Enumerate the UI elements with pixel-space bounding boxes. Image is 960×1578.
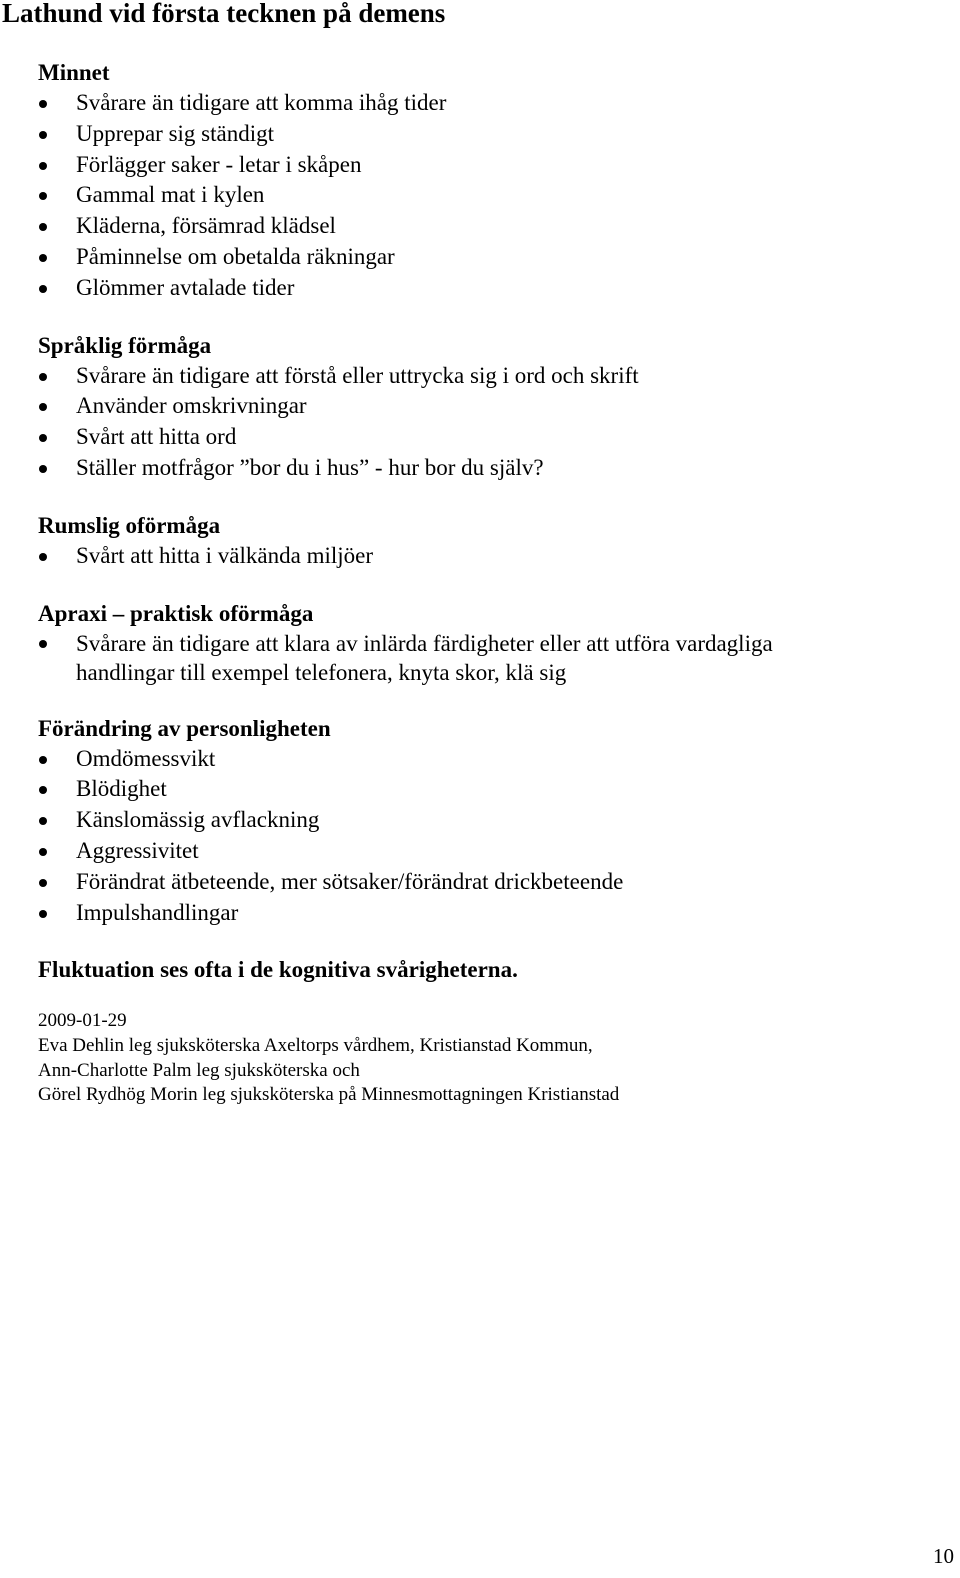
- bullet-icon: [39, 640, 47, 648]
- bullet-list: [38, 88, 938, 304]
- list-item: [38, 629, 938, 687]
- list-item: [38, 361, 938, 392]
- list-item-text: Svårt att hitta ord: [76, 424, 237, 450]
- bullet-icon: [39, 434, 47, 442]
- page-number: 10: [933, 1544, 954, 1568]
- bullet-list: [38, 744, 938, 929]
- fluctuation-note: Fluktuation ses ofta i de kognitiva svårigheterna.: [38, 957, 518, 983]
- section-heading: Förändring av personligheten: [38, 715, 331, 741]
- list-item: [38, 836, 938, 867]
- list-item-text: Känslomässig avflackning: [76, 807, 320, 833]
- list-item-text: Svårare än tidigare att komma ihåg tider: [76, 90, 447, 115]
- bullet-icon: [39, 403, 47, 411]
- list-item: [38, 273, 938, 304]
- list-item: [38, 422, 938, 453]
- section-heading: Minnet: [38, 60, 110, 85]
- bullet-icon: [39, 192, 47, 200]
- list-item: [38, 150, 938, 181]
- list-item-text: Gammal mat i kylen: [76, 182, 265, 208]
- bullet-list: [38, 361, 938, 484]
- list-item: [38, 744, 938, 775]
- list-item-text: Använder omskrivningar: [76, 393, 307, 419]
- list-item: [38, 805, 938, 836]
- footer-author: Eva Dehlin leg sjuksköterska Axeltorps vårdhem, Kristianstad Kommun,: [38, 1035, 593, 1057]
- list-item: [38, 898, 938, 929]
- bullet-icon: [39, 465, 47, 473]
- bullet-icon: [39, 848, 47, 856]
- bullet-icon: [39, 162, 47, 170]
- list-item-text: Förlägger saker - letar i skåpen: [76, 151, 362, 177]
- list-item-text: Påminnelse om obetalda räkningar: [76, 243, 395, 269]
- list-item-text: Impulshandlingar: [76, 899, 239, 925]
- section-spraklig-formaga: [38, 330, 938, 484]
- bullet-icon: [39, 131, 47, 139]
- list-item: [38, 391, 938, 422]
- list-item-text: Förändrat ätbeteende, mer sötsaker/förändrat drickbeteende: [76, 868, 624, 894]
- list-item: [38, 453, 938, 484]
- bullet-icon: [39, 254, 47, 262]
- bullet-icon: [39, 879, 47, 887]
- section-rumslig-oformaga: [38, 510, 938, 572]
- bullet-list: [38, 629, 938, 687]
- list-item-text: Kläderna, försämrad klädsel: [76, 213, 336, 239]
- section-minnet: [38, 57, 938, 304]
- list-item-text: Aggressivitet: [76, 837, 199, 863]
- bullet-icon: [39, 910, 47, 918]
- bullet-icon: [39, 786, 47, 794]
- bullet-icon: [39, 756, 47, 764]
- list-item-text: Glömmer avtalade tider: [76, 274, 295, 300]
- bullet-icon: [39, 100, 47, 108]
- footer-author: Ann-Charlotte Palm leg sjuksköterska och: [38, 1059, 360, 1081]
- footer-date: 2009-01-29: [38, 1010, 127, 1032]
- list-item-text: Svårare än tidigare att förstå eller uttrycka sig i ord och skrift: [76, 362, 639, 388]
- list-item: [38, 242, 938, 273]
- bullet-icon: [39, 285, 47, 293]
- list-item: [38, 867, 938, 898]
- section-personlighet: [38, 713, 938, 929]
- document-footer: [38, 1009, 938, 1108]
- list-item: [38, 180, 938, 211]
- bullet-icon: [39, 553, 47, 561]
- list-item: [38, 119, 938, 150]
- list-item-text: Ställer motfrågor ”bor du i hus” - hur bor du själv?: [76, 454, 544, 480]
- section-heading: Rumslig oförmåga: [38, 512, 221, 538]
- document-body: [38, 57, 938, 1108]
- bullet-list: [38, 541, 938, 572]
- bullet-icon: [39, 223, 47, 231]
- footer-author: Görel Rydhög Morin leg sjuksköterska på Minnesmottagningen Kristianstad: [38, 1084, 620, 1106]
- bullet-icon: [39, 373, 47, 381]
- list-item-text: Omdömessvikt: [76, 745, 216, 771]
- list-item: [38, 774, 938, 805]
- list-item-text: Svårare än tidigare att klara av inlärda färdigheter eller att utföra vardagliga handlingar till exempel telefonera, knyta skor, klä sig: [76, 630, 773, 685]
- section-heading: Apraxi – praktisk oförmåga: [38, 600, 314, 626]
- list-item-text: Svårt att hitta i välkända miljöer: [76, 542, 374, 568]
- section-apraxi: [38, 598, 938, 687]
- list-item: [38, 211, 938, 242]
- bullet-icon: [39, 817, 47, 825]
- list-item: [38, 541, 938, 572]
- section-heading: Språklig förmåga: [38, 332, 212, 358]
- list-item: [38, 88, 938, 119]
- list-item-text: Blödighet: [76, 776, 167, 802]
- page-title: Lathund vid första tecknen på demens: [2, 0, 446, 28]
- list-item-text: Upprepar sig ständigt: [76, 120, 275, 146]
